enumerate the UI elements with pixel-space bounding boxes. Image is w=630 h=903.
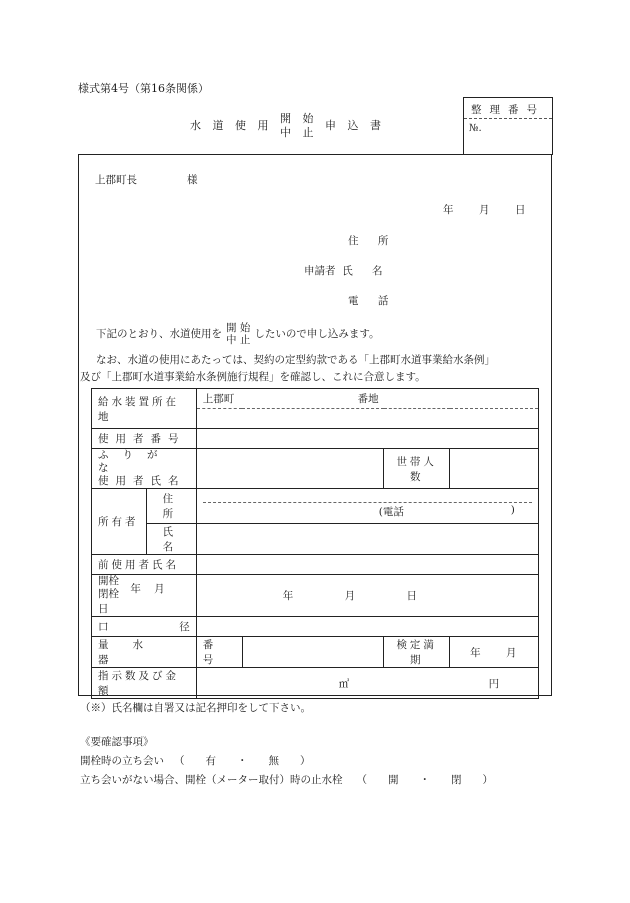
meter-number-label: 番 号 bbox=[196, 637, 242, 668]
date-year: 年 bbox=[443, 204, 456, 216]
user-name-field[interactable] bbox=[196, 449, 383, 489]
intro-after: したいので申し込みます。 bbox=[254, 328, 380, 340]
table-row bbox=[92, 575, 539, 617]
table-row bbox=[92, 524, 539, 555]
confirm-line-2 bbox=[80, 772, 493, 787]
table-row bbox=[92, 489, 539, 524]
applicant-address-field[interactable]: 住 所 bbox=[348, 235, 397, 247]
date-day: 日 bbox=[515, 204, 528, 216]
prev-user-label: 前使用者氏名 bbox=[92, 555, 197, 575]
applicant-prefix: 申請者 bbox=[304, 265, 336, 277]
owner-address-field[interactable] bbox=[196, 489, 538, 524]
supply-town: 上郡町 bbox=[202, 393, 235, 405]
reading-amount-label: 指示数及び金額 bbox=[92, 668, 197, 699]
user-name-label bbox=[92, 449, 197, 489]
table-row bbox=[92, 668, 539, 699]
inspection-expiry-label: 検定満期 bbox=[384, 637, 450, 668]
household-count-field[interactable] bbox=[450, 449, 539, 489]
addressee-honorific: 様 bbox=[187, 174, 198, 186]
stopcock-options[interactable]: （ 開 ・ 閉 ） bbox=[356, 774, 493, 786]
bore-field[interactable] bbox=[196, 617, 538, 637]
close-plug-label: 閉栓 bbox=[98, 588, 119, 600]
table-row bbox=[92, 617, 539, 637]
title-option-stack bbox=[280, 112, 318, 140]
title-option-stop: 中 止 bbox=[280, 126, 318, 139]
title-option-start: 開 始 bbox=[280, 112, 318, 125]
plug-date-text: 年 月 日 bbox=[98, 582, 170, 615]
supply-location-label: 給水装置所在地 bbox=[92, 389, 197, 429]
form-title bbox=[190, 112, 385, 140]
confirm-heading: 《要確認事項》 bbox=[80, 736, 154, 748]
prev-user-field[interactable] bbox=[196, 555, 538, 575]
registration-number-box bbox=[463, 97, 553, 155]
application-table bbox=[91, 388, 539, 699]
expiry-year: 年 bbox=[470, 646, 481, 659]
meter-label: 量水器 bbox=[92, 637, 197, 668]
table-row bbox=[92, 637, 539, 668]
intro-option-stop: 中 止 bbox=[226, 334, 251, 346]
intro-option-stack bbox=[226, 322, 250, 346]
furigana-label: ふりがな bbox=[98, 449, 172, 474]
supply-location-field-2[interactable] bbox=[196, 409, 538, 429]
registration-no-field[interactable]: №. bbox=[469, 123, 482, 134]
supply-banchi: 番地 bbox=[357, 393, 379, 405]
table-row bbox=[92, 449, 539, 489]
applicant-name-field[interactable] bbox=[304, 263, 391, 278]
applicant-name-label: 氏 名 bbox=[342, 265, 391, 277]
cubic-meter-unit: ㎥ bbox=[338, 677, 350, 690]
intro-option-start: 開 始 bbox=[226, 322, 251, 334]
registration-divider bbox=[464, 118, 552, 119]
addressee-mayor: 上郡町長 bbox=[95, 174, 137, 186]
table-row bbox=[92, 389, 539, 409]
yen-unit: 円 bbox=[488, 677, 500, 690]
plug-year: 年 bbox=[282, 590, 294, 602]
inspection-expiry-field[interactable] bbox=[450, 637, 539, 668]
expiry-month: 月 bbox=[505, 646, 517, 659]
intro-line-3: 及び「上郡町水道事業給水条例施行規程」を確認し、これに合意します。 bbox=[80, 371, 426, 383]
table-row bbox=[92, 429, 539, 449]
confirm-line-2-label: 立ち会いがない場合、開栓（メーター取付）時の止水栓 bbox=[80, 774, 343, 786]
witness-options[interactable]: （ 有 ・ 無 ） bbox=[174, 755, 311, 767]
meter-number-field[interactable] bbox=[242, 637, 384, 668]
plug-date-label bbox=[92, 575, 197, 617]
owner-name-label: 氏 名 bbox=[146, 524, 196, 555]
title-suffix: 申 込 書 bbox=[325, 119, 385, 132]
bore-label bbox=[92, 617, 197, 637]
reading-amount-field[interactable] bbox=[196, 668, 538, 699]
owner-name-field[interactable] bbox=[196, 524, 538, 555]
title-prefix: 水 道 使 用 bbox=[190, 119, 273, 132]
form-number: 様式第4号（第16条関係） bbox=[78, 82, 209, 95]
owner-phone-open: (電話 bbox=[378, 505, 404, 518]
date-month: 月 bbox=[479, 204, 492, 216]
application-date[interactable] bbox=[443, 202, 528, 217]
plug-date-field[interactable] bbox=[196, 575, 538, 617]
bore-label-1: 口 bbox=[98, 621, 109, 633]
user-number-field[interactable] bbox=[196, 429, 538, 449]
intro-line-1 bbox=[96, 322, 380, 346]
plug-day: 日 bbox=[406, 590, 417, 602]
user-number-label: 使用者番号 bbox=[92, 429, 197, 449]
household-count-label: 世帯人数 bbox=[384, 449, 450, 489]
intro-before: 下記のとおり、水道使用を bbox=[96, 328, 222, 340]
supply-location-field[interactable] bbox=[196, 389, 538, 409]
signature-note: （※）氏名欄は自署又は記名押印をして下さい。 bbox=[80, 702, 311, 714]
open-plug-label: 開栓 bbox=[98, 575, 119, 587]
table-row bbox=[92, 555, 539, 575]
owner-address-label: 住 所 bbox=[146, 489, 196, 524]
owner-phone-close: ) bbox=[510, 503, 515, 516]
user-name-label-text: 使用者氏名 bbox=[98, 475, 186, 487]
applicant-phone-field[interactable]: 電 話 bbox=[348, 295, 397, 307]
registration-label: 整理番号 bbox=[471, 104, 545, 116]
intro-line-2: なお、水道の使用にあたっては、契約の定型約款である「上郡町水道事業給水条例」 bbox=[96, 354, 495, 366]
confirm-line-1 bbox=[80, 753, 311, 768]
plug-month: 月 bbox=[344, 590, 356, 602]
owner-label: 所有者 bbox=[92, 489, 147, 555]
confirm-line-1-label: 開栓時の立ち会い bbox=[80, 755, 164, 767]
bore-label-2: 径 bbox=[179, 621, 190, 633]
